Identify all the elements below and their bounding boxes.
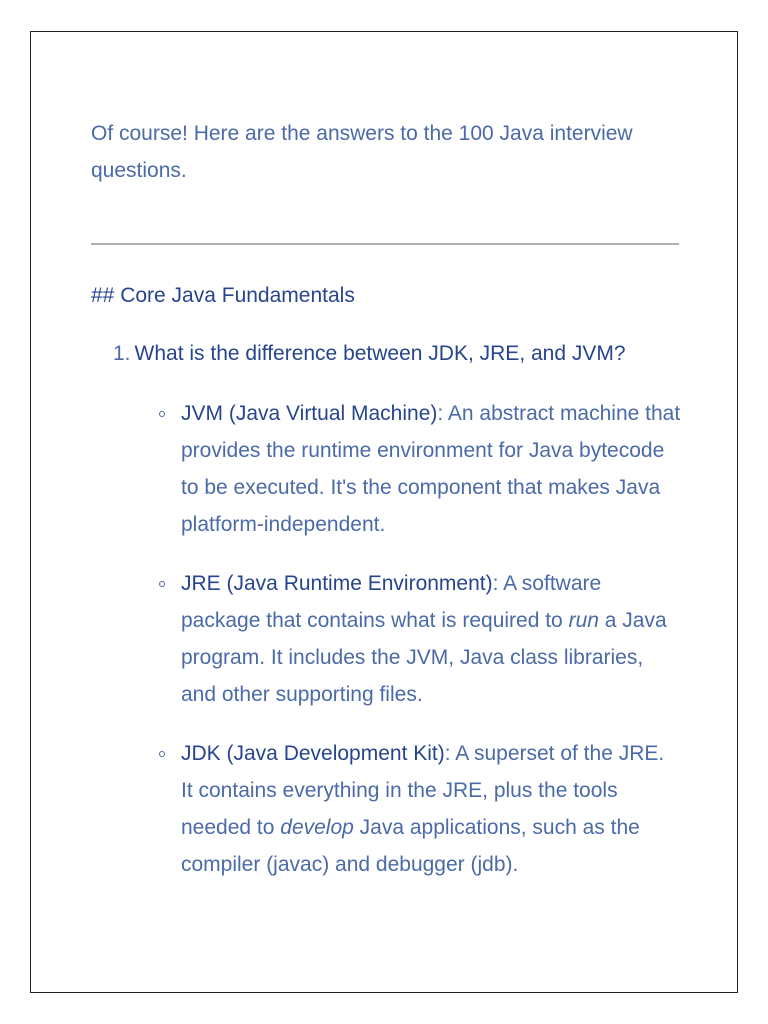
- intro-paragraph: Of course! Here are the answers to the 100 Java interview questions.: [91, 122, 633, 182]
- term: JRE (Java Runtime Environment): [181, 572, 493, 595]
- bullet-icon: [159, 751, 165, 757]
- description: : A superset of the JRE. It contains everything in the JRE, plus the tools needed to: [181, 742, 665, 839]
- description: : An abstract machine that provides the runtime environment for Java bytecode to be executed. It's the component that makes Java platform-independent.: [181, 402, 681, 536]
- list-item: [181, 565, 681, 713]
- question-text: What is the difference between JDK, JRE, and JVM?: [134, 342, 626, 365]
- description-continued: Java applications, such as the compiler (javac) and debugger (jdb).: [181, 816, 640, 876]
- horizontal-rule: [91, 243, 679, 245]
- term: JVM (Java Virtual Machine): [181, 402, 438, 425]
- term: JDK (Java Development Kit): [181, 742, 445, 765]
- document-page: [30, 31, 738, 993]
- description: : A software package that contains what is required to: [181, 572, 602, 632]
- emphasis-text: develop: [280, 816, 354, 839]
- section-heading: ## Core Java Fundamentals: [91, 284, 355, 307]
- bullet-icon: [159, 581, 165, 587]
- document-content: [91, 115, 681, 905]
- question-number: 1.: [113, 342, 131, 365]
- bullet-icon: [159, 411, 165, 417]
- list-item: [181, 395, 681, 543]
- list-item: [181, 735, 681, 883]
- emphasis-text: run: [568, 609, 599, 632]
- answer-list: [91, 395, 681, 883]
- description-continued: a Java program. It includes the JVM, Java class libraries, and other supporting files.: [181, 609, 667, 706]
- question-item: [91, 339, 681, 369]
